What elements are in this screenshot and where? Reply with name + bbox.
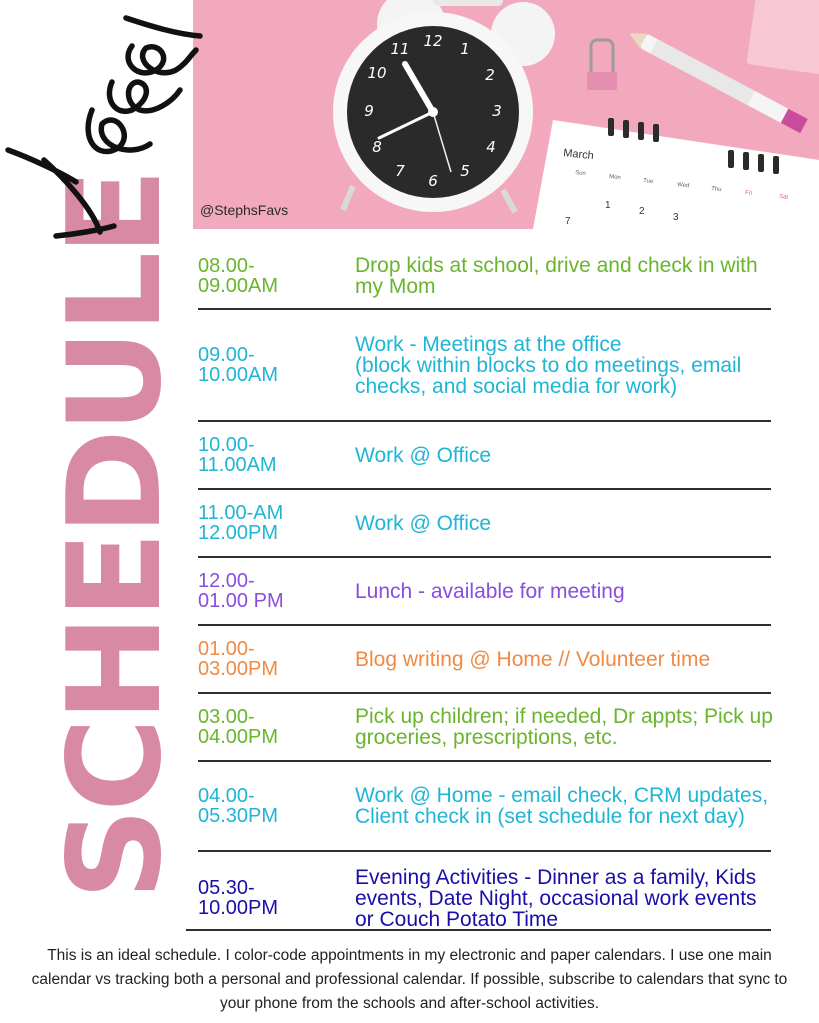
footer-note: This is an ideal schedule. I color-code appointments in my electronic and paper calendars. I use one main calendar vs tracking both a personal and professional calendar. If possible, subscribe to calendars that sync to your phone from the schools and after-school activities.	[31, 947, 788, 1012]
schedule-vertical-title: SCHEDULE	[41, 172, 190, 900]
schedule-row	[198, 626, 771, 694]
schedule-row	[198, 422, 771, 490]
desk-illustration	[193, 0, 819, 229]
svg-text:9: 9	[364, 102, 374, 120]
svg-text:12: 12	[423, 32, 443, 50]
photo-credit: @StephsFavs	[200, 202, 289, 218]
activity-text: Work @ Office	[355, 443, 492, 467]
time-slot: 05.30- 10.00PM	[198, 877, 279, 919]
calendar-day: Sat	[778, 194, 789, 201]
calendar-day: Fri	[744, 190, 753, 197]
activity-text: Evening Activities - Dinner as a family, Kids events, Date Night, occasional work events or Couch Potato Time	[355, 865, 757, 931]
calendar-month-label: March	[562, 147, 595, 163]
time-slot: 11.00-AM 12.00PM	[198, 502, 284, 544]
svg-text:10: 10	[367, 64, 387, 82]
calendar-date: 7	[565, 216, 571, 227]
activity-text: Work @ Office	[355, 511, 492, 535]
svg-text:2: 2	[485, 66, 495, 84]
svg-text:5: 5	[460, 162, 470, 180]
time-slot: 03.00- 04.00PM	[198, 706, 279, 748]
time-slot: 10.00- 11.00AM	[198, 434, 277, 476]
time-slot: 09.00- 10.00AM	[198, 344, 279, 386]
svg-text:11: 11	[390, 40, 410, 58]
activity-text: Work @ Home - email check, CRM updates, Client check in (set schedule for next day)	[355, 784, 769, 828]
calendar-day: Wed	[676, 182, 690, 190]
schedule-table	[198, 244, 771, 944]
schedule-row	[198, 310, 771, 422]
time-slot: 12.00- 01.00 PM	[198, 570, 284, 612]
calendar-date: 1	[605, 200, 611, 211]
activity-text: Work - Meetings at the office (block within blocks to do meetings, email checks, and social media for work)	[355, 332, 742, 398]
calendar-day: Sun	[574, 170, 587, 178]
schedule-row	[198, 244, 771, 310]
ideal-script-title	[0, 0, 210, 250]
activity-text: Pick up children; if needed, Dr appts; Pick up groceries, prescriptions, etc.	[355, 705, 773, 749]
time-slot: 04.00- 05.30PM	[198, 785, 279, 827]
svg-text:6: 6	[428, 172, 438, 190]
schedule-row	[198, 490, 771, 558]
activity-text: Blog writing @ Home // Volunteer time	[355, 647, 711, 671]
activity-text: Lunch - available for meeting	[355, 579, 625, 603]
activity-text: Drop kids at school, drive and check in with my Mom	[355, 254, 758, 298]
svg-text:7: 7	[395, 162, 405, 180]
schedule-row	[198, 694, 771, 762]
calendar-date: 2	[639, 206, 645, 217]
calendar-day: Thu	[710, 186, 722, 194]
calendar-date: 3	[673, 212, 679, 223]
svg-text:8: 8	[372, 138, 382, 156]
schedule-row	[198, 762, 771, 852]
time-slot: 01.00- 03.00PM	[198, 638, 279, 680]
hero-photo	[193, 0, 819, 229]
time-slot: 08.00- 09.00AM	[198, 255, 279, 297]
svg-text:3: 3	[492, 102, 502, 120]
calendar-day: Mon	[608, 174, 622, 182]
schedule-row	[198, 558, 771, 626]
svg-text:4: 4	[486, 138, 496, 156]
svg-text:1: 1	[460, 40, 470, 58]
calendar-day: Tue	[642, 178, 654, 186]
calendar-graphic	[533, 118, 819, 229]
divider	[186, 929, 771, 931]
alarm-clock-graphic	[333, 0, 555, 212]
